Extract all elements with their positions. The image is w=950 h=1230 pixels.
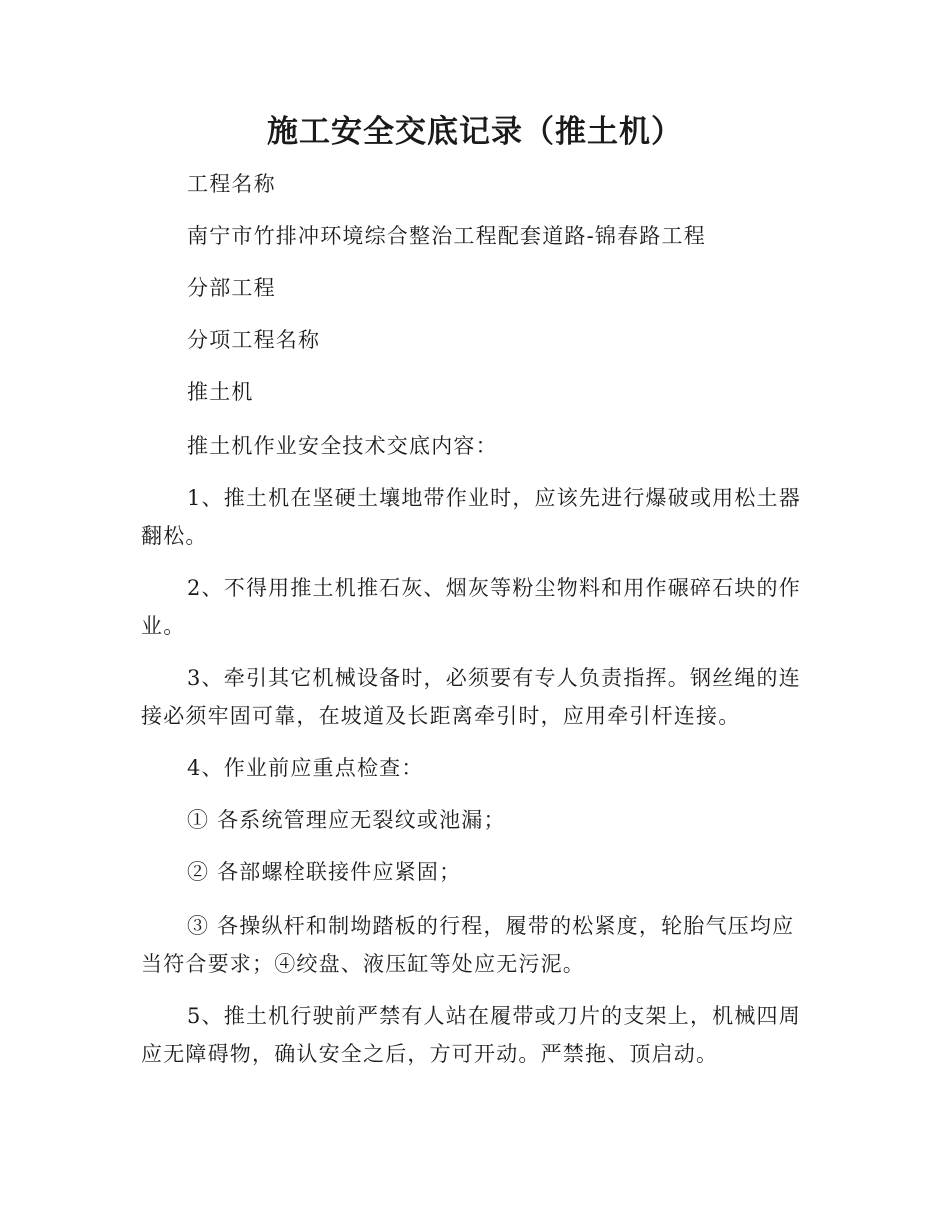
check-item-3: ③ 各操纵杆和制坳踏板的行程，履带的松紧度，轮胎气压均应当符合要求；④绞盘、液压缸等处应无污泥。 (141, 914, 795, 976)
rule-5: 5、推土机行驶前严禁有人站在履带或刀片的支架上，机械四周应无障碍物，确认安全之后，方可开动。严禁拖、顶启动。 (141, 1004, 801, 1066)
project-name-label: 工程名称 (187, 172, 276, 196)
briefing-heading: 推土机作业安全技术交底内容： (187, 434, 498, 458)
rule-2: 2、不得用推土机推石灰、烟灰等粉尘物料和用作碾碎石块的作业。 (141, 576, 801, 638)
rule-1: 1、推土机在坚硬土壤地带作业时，应该先进行爆破或用松土器翻松。 (141, 486, 801, 548)
document-title: 施工安全交底记录（推土机） (267, 114, 683, 150)
check-item-2: ② 各部螺栓联接件应紧固； (187, 860, 462, 884)
subitem-name-label: 分项工程名称 (187, 328, 321, 352)
subitem-name-value: 推土机 (187, 380, 254, 404)
rule-3: 3、牵引其它机械设备时，必须要有专人负责指挥。钢丝绳的连接必须牢固可靠，在坡道及长距离牵引时，应用牵引杆连接。 (141, 666, 801, 728)
division-label: 分部工程 (187, 276, 276, 300)
rule-4: 4、作业前应重点检查： (187, 756, 424, 780)
project-name-value: 南宁市竹排冲环境综合整治工程配套道路-锦春路工程 (187, 224, 706, 248)
check-item-1: ① 各系统管理应无裂纹或池漏； (187, 808, 506, 832)
